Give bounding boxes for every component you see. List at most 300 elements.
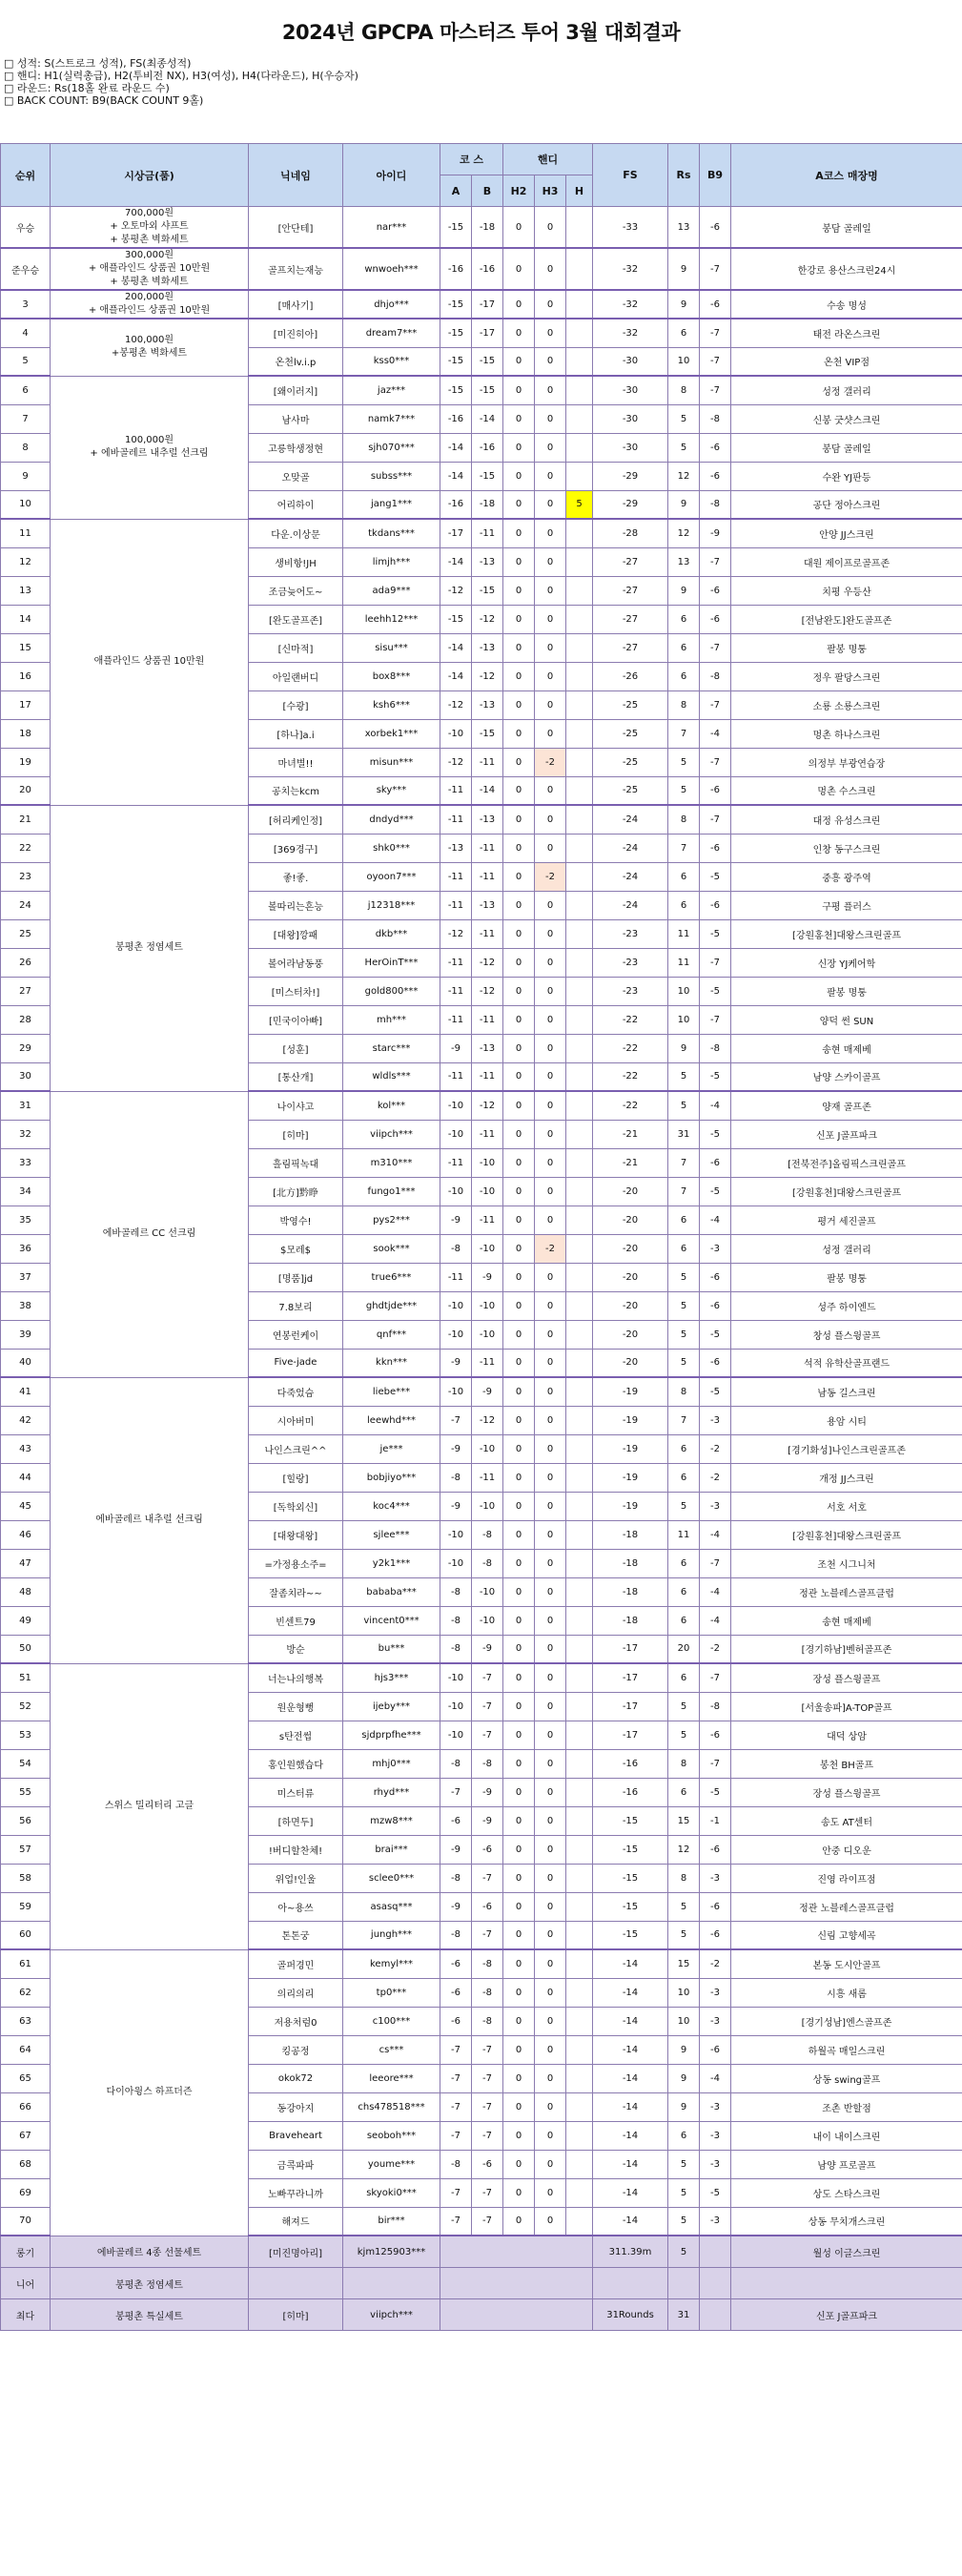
- special-fs-cell: 311.39m: [593, 2236, 668, 2268]
- handi-h2-cell: 0: [503, 1120, 535, 1148]
- table-row: [1, 290, 962, 319]
- rs-cell: 6: [668, 2121, 700, 2150]
- table-row: [1, 1949, 962, 1978]
- handi-h-cell: [566, 433, 593, 462]
- b9-cell: -6: [700, 1291, 731, 1320]
- rank-cell: 20: [1, 776, 51, 805]
- id-cell: dkb***: [343, 919, 440, 948]
- course-b-cell: -14: [472, 776, 503, 805]
- course-b-cell: -10: [472, 1291, 503, 1320]
- course-a-cell: -8: [440, 1749, 472, 1778]
- course-b-cell: -8: [472, 1549, 503, 1577]
- store-cell: 석적 유학산골프랜드: [731, 1349, 962, 1377]
- store-cell: 신포 J골프파크: [731, 1120, 962, 1148]
- rs-cell: 5: [668, 2150, 700, 2178]
- rank-cell: 18: [1, 719, 51, 748]
- course-a-cell: -16: [440, 248, 472, 290]
- fs-cell: -25: [593, 776, 668, 805]
- b9-cell: -6: [700, 576, 731, 605]
- rank-cell: 46: [1, 1520, 51, 1549]
- fs-cell: -28: [593, 519, 668, 547]
- handi-h3-cell: 0: [535, 948, 566, 977]
- course-a-cell: -14: [440, 433, 472, 462]
- rank-cell: 21: [1, 805, 51, 834]
- rs-cell: 7: [668, 1177, 700, 1206]
- special-prize-cell: 에바골레르 4종 선물세트: [51, 2236, 249, 2268]
- id-cell: mzw8***: [343, 1806, 440, 1835]
- b9-cell: -6: [700, 834, 731, 862]
- handi-h3-cell: 0: [535, 1005, 566, 1034]
- b9-cell: -2: [700, 1434, 731, 1463]
- store-cell: 대원 제이프로골프존: [731, 547, 962, 576]
- course-b-cell: -9: [472, 1377, 503, 1406]
- handi-h3-cell: 0: [535, 547, 566, 576]
- nickname-cell: 볼어라남동풍: [249, 948, 343, 977]
- course-a-cell: -10: [440, 1177, 472, 1206]
- fs-cell: -27: [593, 576, 668, 605]
- course-b-cell: -18: [472, 490, 503, 519]
- id-cell: youme***: [343, 2150, 440, 2178]
- prize-line: 애플라인드 상품권 10만원: [93, 656, 205, 667]
- course-b-cell: -7: [472, 1721, 503, 1749]
- fs-cell: -15: [593, 1835, 668, 1864]
- nickname-cell: 생비항!JH: [249, 547, 343, 576]
- course-b-cell: -15: [472, 462, 503, 490]
- nickname-cell: [히마]: [249, 1120, 343, 1148]
- rs-cell: 8: [668, 1864, 700, 1892]
- rs-cell: 9: [668, 1034, 700, 1062]
- handi-h2-cell: 0: [503, 376, 535, 404]
- fs-cell: -21: [593, 1120, 668, 1148]
- course-a-cell: -9: [440, 1206, 472, 1234]
- fs-cell: -17: [593, 1692, 668, 1721]
- handi-h2-cell: 0: [503, 2007, 535, 2035]
- course-a-cell: -7: [440, 2064, 472, 2092]
- rank-cell: 34: [1, 1177, 51, 1206]
- store-cell: 구평 플러스: [731, 891, 962, 919]
- id-cell: pys2***: [343, 1206, 440, 1234]
- handi-h-cell: [566, 1263, 593, 1291]
- course-a-cell: -11: [440, 1263, 472, 1291]
- nickname-cell: 빈센트79: [249, 1606, 343, 1635]
- nickname-cell: s탄전썹: [249, 1721, 343, 1749]
- handi-h-cell: [566, 1434, 593, 1463]
- store-cell: 내이 내이스크린: [731, 2121, 962, 2150]
- nickname-cell: 킹공정: [249, 2035, 343, 2064]
- nickname-cell: =가정용소주=: [249, 1549, 343, 1577]
- handi-h-cell: [566, 1291, 593, 1320]
- store-cell: 성주 하이엔드: [731, 1291, 962, 1320]
- b9-cell: -8: [700, 662, 731, 690]
- rs-cell: 5: [668, 1492, 700, 1520]
- fs-cell: -23: [593, 948, 668, 977]
- rank-cell: 50: [1, 1635, 51, 1663]
- prize-cell: [51, 376, 249, 519]
- handi-h2-cell: 0: [503, 1377, 535, 1406]
- fs-cell: -16: [593, 1778, 668, 1806]
- fs-cell: -22: [593, 1062, 668, 1091]
- handi-h3-cell: 0: [535, 977, 566, 1005]
- rank-cell: 56: [1, 1806, 51, 1835]
- handi-h-cell: [566, 748, 593, 776]
- rank-cell: 48: [1, 1577, 51, 1606]
- course-a-cell: -6: [440, 1806, 472, 1835]
- nickname-cell: [명품]jd: [249, 1263, 343, 1291]
- fs-cell: -14: [593, 2207, 668, 2236]
- handi-h-cell: [566, 1549, 593, 1577]
- course-a-cell: -8: [440, 1463, 472, 1492]
- id-cell: dndyd***: [343, 805, 440, 834]
- handi-h2-cell: 0: [503, 1978, 535, 2007]
- fs-cell: -27: [593, 547, 668, 576]
- store-cell: 상동 무치개스크린: [731, 2207, 962, 2236]
- b9-cell: -6: [700, 605, 731, 633]
- course-b-cell: -11: [472, 1349, 503, 1377]
- course-a-cell: -7: [440, 2035, 472, 2064]
- store-cell: [강원홍천]대왕스크린골프: [731, 1177, 962, 1206]
- course-b-cell: -12: [472, 977, 503, 1005]
- handi-h2-cell: 0: [503, 1177, 535, 1206]
- course-a-cell: -8: [440, 2150, 472, 2178]
- course-a-cell: -12: [440, 748, 472, 776]
- b9-cell: -4: [700, 2064, 731, 2092]
- rank-cell: 27: [1, 977, 51, 1005]
- handi-h2-cell: 0: [503, 1635, 535, 1663]
- store-cell: 온천 VIP점: [731, 347, 962, 376]
- nickname-cell: [독학외신]: [249, 1492, 343, 1520]
- fs-cell: -30: [593, 347, 668, 376]
- rs-cell: 20: [668, 1635, 700, 1663]
- nickname-cell: [하면두]: [249, 1806, 343, 1835]
- store-cell: 팔봉 명퉁: [731, 633, 962, 662]
- prize-cell: [51, 1663, 249, 1949]
- handi-h3-cell: 0: [535, 605, 566, 633]
- fs-cell: -22: [593, 1091, 668, 1120]
- fs-cell: -15: [593, 1806, 668, 1835]
- course-b-cell: -8: [472, 1949, 503, 1978]
- prize-line: 100,000원: [124, 435, 174, 445]
- fs-cell: -17: [593, 1721, 668, 1749]
- nickname-cell: 저용처럼0: [249, 2007, 343, 2035]
- rank-cell: 64: [1, 2035, 51, 2064]
- fs-cell: -20: [593, 1177, 668, 1206]
- nickname-cell: 7.8보리: [249, 1291, 343, 1320]
- handi-h-cell: [566, 1148, 593, 1177]
- nickname-cell: 홍인원했습다: [249, 1749, 343, 1778]
- nickname-cell: [통산개]: [249, 1062, 343, 1091]
- course-b-cell: -17: [472, 319, 503, 347]
- store-cell: 상도 스타스크린: [731, 2178, 962, 2207]
- handi-h-cell: [566, 1721, 593, 1749]
- id-cell: ada9***: [343, 576, 440, 605]
- nickname-cell: 동강아지: [249, 2092, 343, 2121]
- fs-cell: -30: [593, 404, 668, 433]
- id-cell: koc4***: [343, 1492, 440, 1520]
- store-cell: [전남완도]완도골프존: [731, 605, 962, 633]
- rs-cell: 10: [668, 1978, 700, 2007]
- handi-h3-cell: 0: [535, 1034, 566, 1062]
- handi-h-cell: [566, 547, 593, 576]
- handi-h2-cell: 0: [503, 862, 535, 891]
- handi-h2-cell: 0: [503, 834, 535, 862]
- store-cell: 안양 JJ스크린: [731, 519, 962, 547]
- handi-h2-cell: 0: [503, 319, 535, 347]
- course-a-cell: -11: [440, 977, 472, 1005]
- special-fs-cell: 31Rounds: [593, 2299, 668, 2331]
- course-a-cell: -11: [440, 1005, 472, 1034]
- course-a-cell: -10: [440, 1692, 472, 1721]
- course-b-cell: -10: [472, 1234, 503, 1263]
- handi-h2-cell: 0: [503, 290, 535, 319]
- handi-h2-cell: 0: [503, 404, 535, 433]
- fs-cell: -17: [593, 1635, 668, 1663]
- b9-cell: -6: [700, 290, 731, 319]
- store-cell: 정관 노블레스골프클럽: [731, 1577, 962, 1606]
- handi-h-cell: [566, 1206, 593, 1234]
- course-b-cell: -10: [472, 1492, 503, 1520]
- store-cell: 남동 길스크린: [731, 1377, 962, 1406]
- id-cell: jungh***: [343, 1921, 440, 1949]
- rank-cell: 32: [1, 1120, 51, 1148]
- rs-cell: 6: [668, 1463, 700, 1492]
- id-cell: tkdans***: [343, 519, 440, 547]
- course-a-cell: -15: [440, 319, 472, 347]
- store-cell: 용암 시티: [731, 1406, 962, 1434]
- rs-cell: 6: [668, 633, 700, 662]
- prize-cell: [51, 519, 249, 805]
- header-fs: FS: [593, 144, 668, 207]
- handi-h2-cell: 0: [503, 2207, 535, 2236]
- rs-cell: 5: [668, 1263, 700, 1291]
- rs-cell: 10: [668, 2007, 700, 2035]
- handi-h-cell: [566, 776, 593, 805]
- rs-cell: 5: [668, 776, 700, 805]
- handi-h2-cell: 0: [503, 2121, 535, 2150]
- special-label-cell: 롱기: [1, 2236, 51, 2268]
- id-cell: subss***: [343, 462, 440, 490]
- course-a-cell: -16: [440, 404, 472, 433]
- rs-cell: 7: [668, 1148, 700, 1177]
- rank-cell: 5: [1, 347, 51, 376]
- course-b-cell: -8: [472, 1520, 503, 1549]
- rs-cell: 12: [668, 519, 700, 547]
- rs-cell: 8: [668, 805, 700, 834]
- store-cell: 남양 스카이골프: [731, 1062, 962, 1091]
- id-cell: viipch***: [343, 1120, 440, 1148]
- store-cell: 신봉 굿샷스크린: [731, 404, 962, 433]
- rs-cell: 12: [668, 1835, 700, 1864]
- legend-notes: [0, 57, 962, 132]
- rank-cell: 68: [1, 2150, 51, 2178]
- rs-cell: 6: [668, 1234, 700, 1263]
- b9-cell: -6: [700, 891, 731, 919]
- nickname-cell: 아~용쓰: [249, 1892, 343, 1921]
- course-a-cell: -9: [440, 1349, 472, 1377]
- handi-h-cell: [566, 248, 593, 290]
- b9-cell: -7: [700, 1549, 731, 1577]
- header-h2: H2: [503, 175, 535, 207]
- fs-cell: -22: [593, 1034, 668, 1062]
- id-cell: leeore***: [343, 2064, 440, 2092]
- handi-h3-cell: 0: [535, 1263, 566, 1291]
- rank-cell: 23: [1, 862, 51, 891]
- special-store-cell: 신포 J골프파크: [731, 2299, 962, 2331]
- fs-cell: -19: [593, 1406, 668, 1434]
- rank-cell: 33: [1, 1148, 51, 1177]
- store-cell: [경기화성]나인스크린골프존: [731, 1434, 962, 1463]
- b9-cell: -4: [700, 1606, 731, 1635]
- rs-cell: 13: [668, 207, 700, 249]
- b9-cell: -5: [700, 1778, 731, 1806]
- course-a-cell: -8: [440, 1606, 472, 1635]
- rank-cell: 10: [1, 490, 51, 519]
- handi-h2-cell: 0: [503, 1234, 535, 1263]
- course-b-cell: -11: [472, 1120, 503, 1148]
- handi-h-cell: [566, 1921, 593, 1949]
- id-cell: shk0***: [343, 834, 440, 862]
- prize-cell: [51, 290, 249, 319]
- store-cell: 봉천 BH골프: [731, 1749, 962, 1778]
- handi-h2-cell: 0: [503, 1949, 535, 1978]
- rs-cell: 5: [668, 1721, 700, 1749]
- handi-h-cell: [566, 1349, 593, 1377]
- fs-cell: -15: [593, 1864, 668, 1892]
- rank-cell: 44: [1, 1463, 51, 1492]
- course-b-cell: -6: [472, 1835, 503, 1864]
- course-a-cell: -14: [440, 462, 472, 490]
- nickname-cell: 골프치는재능: [249, 248, 343, 290]
- nickname-cell: 원운형뻥: [249, 1692, 343, 1721]
- b9-cell: -7: [700, 1749, 731, 1778]
- handi-h2-cell: 0: [503, 1263, 535, 1291]
- nickname-cell: [대왕대왕]: [249, 1520, 343, 1549]
- special-empty-cell: [700, 2299, 731, 2331]
- handi-h-cell: [566, 1778, 593, 1806]
- handi-h-cell: [566, 347, 593, 376]
- handi-h-cell: [566, 948, 593, 977]
- course-a-cell: -8: [440, 1635, 472, 1663]
- rank-cell: 60: [1, 1921, 51, 1949]
- id-cell: rhyd***: [343, 1778, 440, 1806]
- fs-cell: -32: [593, 319, 668, 347]
- prize-line: 100,000원: [124, 335, 174, 346]
- course-a-cell: -9: [440, 1034, 472, 1062]
- store-cell: 멍촌 하나스크린: [731, 719, 962, 748]
- course-a-cell: -9: [440, 1835, 472, 1864]
- course-b-cell: -10: [472, 1320, 503, 1349]
- handi-h3-cell: 0: [535, 1206, 566, 1234]
- id-cell: box8***: [343, 662, 440, 690]
- rank-cell: 52: [1, 1692, 51, 1721]
- course-b-cell: -10: [472, 1434, 503, 1463]
- store-cell: 창성 플스윙골프: [731, 1320, 962, 1349]
- prize-line: +봉평촌 벽화세트: [111, 348, 188, 360]
- nickname-cell: 나인스크린^^: [249, 1434, 343, 1463]
- nickname-cell: [성훈]: [249, 1034, 343, 1062]
- course-b-cell: -18: [472, 207, 503, 249]
- note-line: □ BACK COUNT: B9(BACK COUNT 9홀): [4, 94, 204, 107]
- rs-cell: 8: [668, 690, 700, 719]
- handi-h-cell: [566, 2007, 593, 2035]
- rs-cell: 11: [668, 919, 700, 948]
- handi-h3-cell: 0: [535, 633, 566, 662]
- special-award-row: [1, 2268, 962, 2299]
- rank-cell: 70: [1, 2207, 51, 2236]
- handi-h2-cell: 0: [503, 248, 535, 290]
- handi-h3-cell: 0: [535, 1606, 566, 1635]
- header-handicap: 핸디: [503, 144, 593, 175]
- handi-h-cell: [566, 1749, 593, 1778]
- nickname-cell: 아일랜버디: [249, 662, 343, 690]
- fs-cell: -22: [593, 1005, 668, 1034]
- handi-h3-cell: 0: [535, 690, 566, 719]
- handi-h3-cell: 0: [535, 2207, 566, 2236]
- special-id-cell: [343, 2268, 440, 2299]
- nickname-cell: [완도골프존]: [249, 605, 343, 633]
- id-cell: oyoon7***: [343, 862, 440, 891]
- id-cell: je***: [343, 1434, 440, 1463]
- id-cell: leewhd***: [343, 1406, 440, 1434]
- store-cell: 조촌 반할점: [731, 2092, 962, 2121]
- store-cell: 공단 정아스크린: [731, 490, 962, 519]
- store-cell: 태전 라온스크린: [731, 319, 962, 347]
- b9-cell: -7: [700, 1663, 731, 1692]
- handi-h3-cell: 0: [535, 1492, 566, 1520]
- fs-cell: -25: [593, 748, 668, 776]
- id-cell: sisu***: [343, 633, 440, 662]
- handi-h2-cell: 0: [503, 1721, 535, 1749]
- rs-cell: 6: [668, 1577, 700, 1606]
- b9-cell: -3: [700, 2007, 731, 2035]
- rank-cell: 7: [1, 404, 51, 433]
- course-b-cell: -7: [472, 1692, 503, 1721]
- course-a-cell: -8: [440, 1577, 472, 1606]
- nickname-cell: 나이샤고: [249, 1091, 343, 1120]
- store-cell: 남양 프로골프: [731, 2150, 962, 2178]
- handi-h-cell: [566, 2121, 593, 2150]
- note-line: □ 성적: S(스트로크 성적), FS(최종성적): [4, 57, 192, 70]
- fs-cell: -24: [593, 805, 668, 834]
- course-b-cell: -12: [472, 662, 503, 690]
- course-b-cell: -13: [472, 633, 503, 662]
- rank-cell: 16: [1, 662, 51, 690]
- handi-h2-cell: 0: [503, 1406, 535, 1434]
- nickname-cell: 다죽었슴: [249, 1377, 343, 1406]
- prize-line: 다이아윙스 하프더즌: [106, 2087, 193, 2097]
- b9-cell: -5: [700, 919, 731, 948]
- prize-cell: [51, 248, 249, 290]
- handi-h3-cell: 0: [535, 490, 566, 519]
- nickname-cell: [허리케인정]: [249, 805, 343, 834]
- handi-h3-cell: 0: [535, 1434, 566, 1463]
- rs-cell: 10: [668, 1005, 700, 1034]
- course-b-cell: -9: [472, 1635, 503, 1663]
- nickname-cell: 해져드: [249, 2207, 343, 2236]
- prize-cell: [51, 319, 249, 376]
- special-rs-cell: [668, 2268, 700, 2299]
- b9-cell: -6: [700, 1263, 731, 1291]
- b9-cell: -3: [700, 2121, 731, 2150]
- b9-cell: -6: [700, 207, 731, 249]
- store-cell: 장성 플스윙골프: [731, 1778, 962, 1806]
- rs-cell: 9: [668, 2092, 700, 2121]
- rank-cell: 58: [1, 1864, 51, 1892]
- nickname-cell: 남사마: [249, 404, 343, 433]
- course-a-cell: -15: [440, 290, 472, 319]
- handi-h2-cell: 0: [503, 719, 535, 748]
- special-empty-cell: [700, 2236, 731, 2268]
- prize-cell: [51, 207, 249, 249]
